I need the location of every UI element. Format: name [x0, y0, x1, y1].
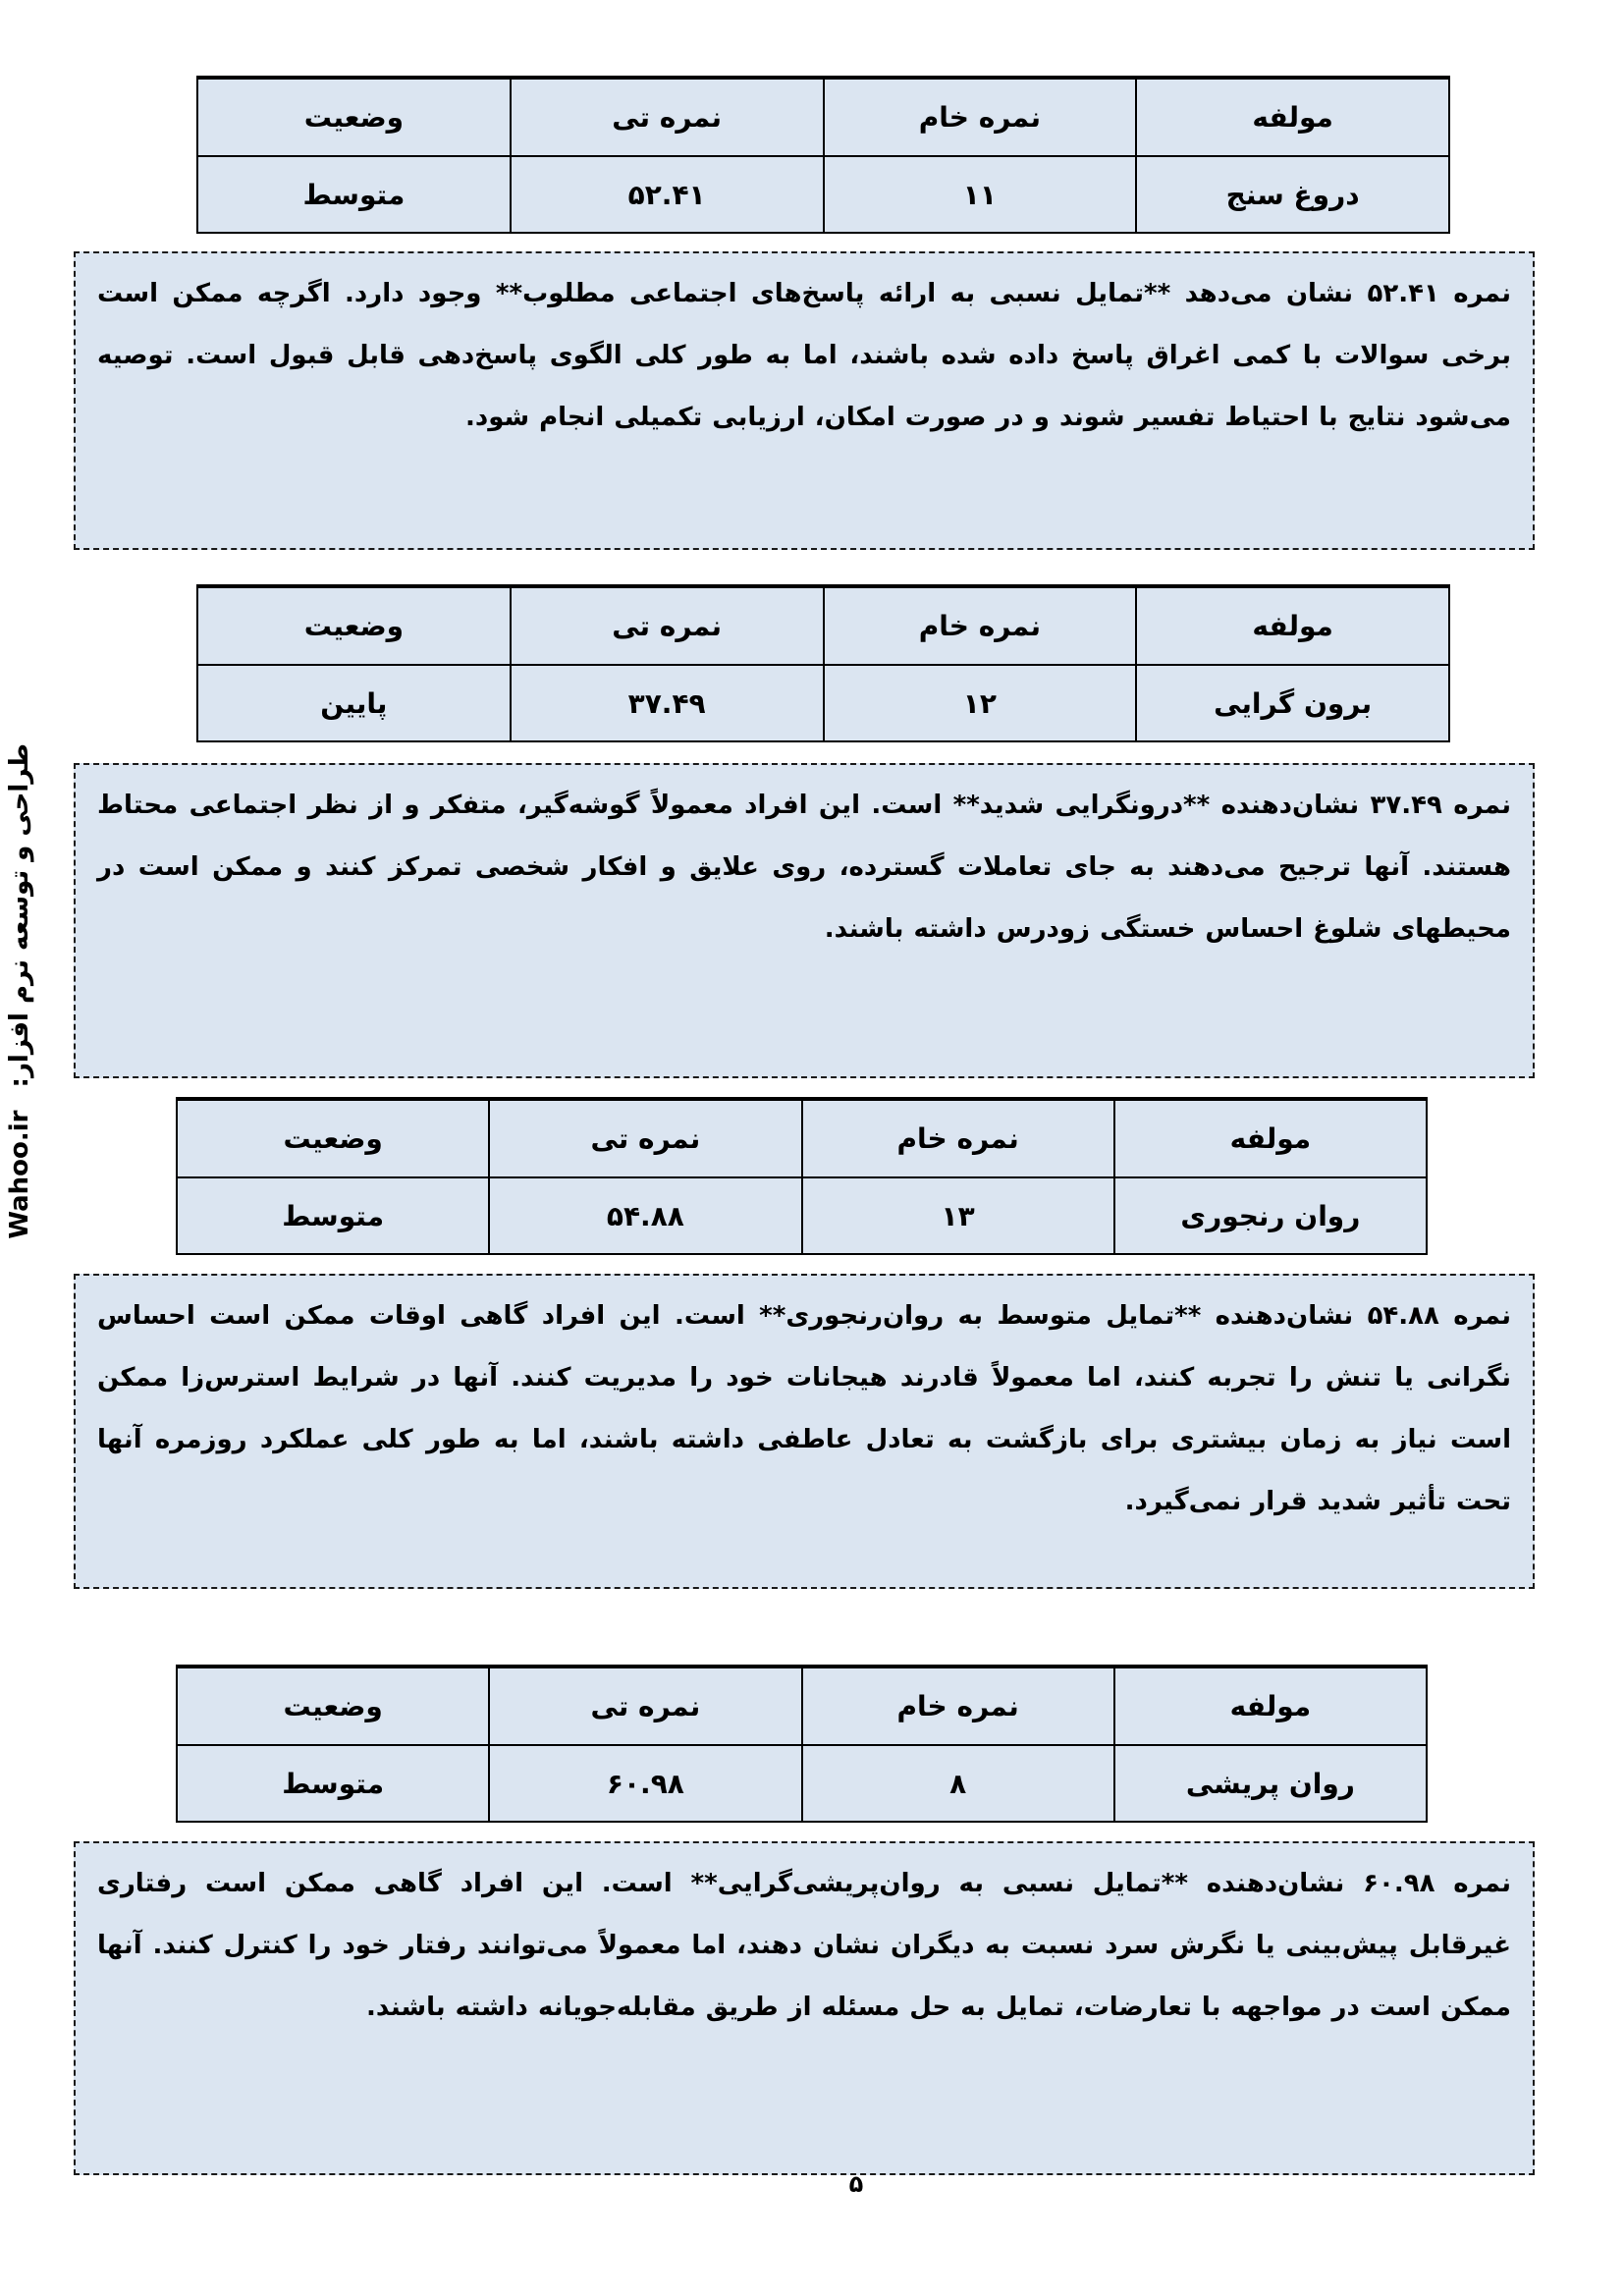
- score-table-lie-detector: [196, 76, 1450, 234]
- score-table-extraversion: [196, 584, 1450, 742]
- raw-score-cell: ۸: [802, 1745, 1114, 1822]
- component-cell: روان پریشی: [1114, 1745, 1427, 1822]
- table-header-row: [177, 1667, 1427, 1745]
- description-block-psychoticism: [74, 1841, 1535, 2175]
- col-header-t-score: نمره تی: [511, 586, 824, 665]
- table-row: [177, 1745, 1427, 1822]
- col-header-component: مولفه: [1114, 1667, 1427, 1745]
- status-cell: متوسط: [177, 1745, 489, 1822]
- sidebar-credit: [5, 743, 44, 1239]
- status-cell: متوسط: [177, 1177, 489, 1254]
- table-row: [197, 156, 1449, 233]
- col-header-status: وضعیت: [177, 1099, 489, 1177]
- col-header-status: وضعیت: [197, 78, 511, 156]
- col-header-component: مولفه: [1114, 1099, 1427, 1177]
- col-header-t-score: نمره تی: [511, 78, 824, 156]
- description-text: نمره ۵۲.۴۱ نشان می‌دهد **تمایل نسبی به ارائه پاسخ‌های اجتماعی مطلوب** وجود دارد. اگرچه ممکن است برخی سوالات با کمی اغراق پاسخ داده شده باشند، اما به طور کلی الگوی پاسخ‌دهی قابل قبول است. توصیه می‌شود نتایج با احتیاط تفسیر شوند و در صورت امکان، ارزیابی تکمیلی انجام شود.: [97, 279, 1511, 432]
- status-cell: متوسط: [197, 156, 511, 233]
- table-row: [177, 1177, 1427, 1254]
- description-text: نمره ۳۷.۴۹ نشان‌دهنده **درونگرایی شدید** است. این افراد معمولاً گوشه‌گیر، متفکر و از نظر اجتماعی محتاط هستند. آنها ترجیح می‌دهند به جای تعاملات گسترده، روی علایق و افکار شخصی تمرکز کنند و ممکن است در محیطهای شلوغ احساس خستگی زودرس داشته باشند.: [97, 791, 1511, 944]
- component-cell: دروغ سنج: [1136, 156, 1449, 233]
- col-header-status: وضعیت: [177, 1667, 489, 1745]
- table-header-row: [177, 1099, 1427, 1177]
- col-header-component: مولفه: [1136, 78, 1449, 156]
- col-header-t-score: نمره تی: [489, 1667, 801, 1745]
- raw-score-cell: ۱۱: [824, 156, 1137, 233]
- component-cell: برون گرایی: [1136, 665, 1449, 741]
- status-cell: پایین: [197, 665, 511, 741]
- col-header-raw-score: نمره خام: [824, 586, 1137, 665]
- score-table-neuroticism: [176, 1097, 1428, 1255]
- table-header-row: [197, 78, 1449, 156]
- description-text: نمره ۵۴.۸۸ نشان‌دهنده **تمایل متوسط به روان‌رنجوری** است. این افراد گاهی اوقات ممکن است احساس نگرانی یا تنش را تجربه کنند، اما معمولاً قادرند هیجانات خود را مدیریت کنند. آنها در شرایط استرس‌زا ممکن است نیاز به زمان بیشتری برای بازگشت به تعادل عاطفی داشته باشند، اما به طور کلی عملکرد روزمره آنها تحت تأثیر شدید قرار نمی‌گیرد.: [97, 1301, 1511, 1516]
- page-number: ۵: [848, 2170, 864, 2198]
- raw-score-cell: ۱۳: [802, 1177, 1114, 1254]
- score-table-psychoticism: [176, 1665, 1428, 1823]
- description-block-extraversion: [74, 763, 1535, 1078]
- t-score-cell: ۵۴.۸۸: [489, 1177, 801, 1254]
- table-header-row: [197, 586, 1449, 665]
- table-row: [197, 665, 1449, 741]
- description-block-neuroticism: [74, 1274, 1535, 1589]
- t-score-cell: ۶۰.۹۸: [489, 1745, 801, 1822]
- col-header-raw-score: نمره خام: [802, 1667, 1114, 1745]
- col-header-status: وضعیت: [197, 586, 511, 665]
- t-score-cell: ۳۷.۴۹: [511, 665, 824, 741]
- component-cell: روان رنجوری: [1114, 1177, 1427, 1254]
- credit-label: طراحی و توسعه نرم افزار:: [5, 743, 34, 1088]
- col-header-raw-score: نمره خام: [824, 78, 1137, 156]
- brand-link[interactable]: Wahoo.ir: [5, 1110, 34, 1239]
- col-header-raw-score: نمره خام: [802, 1099, 1114, 1177]
- description-block-lie-detector: [74, 251, 1535, 550]
- description-text: نمره ۶۰.۹۸ نشان‌دهنده **تمایل نسبی به روان‌پریشی‌گرایی** است. این افراد گاهی ممکن است رفتاری غیرقابل پیش‌بینی یا نگرش سرد نسبت به دیگران نشان دهند، اما معمولاً می‌توانند رفتار خود را کنترل کنند. آنها ممکن است در مواجهه با تعارضات، تمایل به حل مسئله از طریق مقابله‌جویانه داشته باشند.: [97, 1869, 1511, 2022]
- t-score-cell: ۵۲.۴۱: [511, 156, 824, 233]
- raw-score-cell: ۱۲: [824, 665, 1137, 741]
- col-header-t-score: نمره تی: [489, 1099, 801, 1177]
- col-header-component: مولفه: [1136, 586, 1449, 665]
